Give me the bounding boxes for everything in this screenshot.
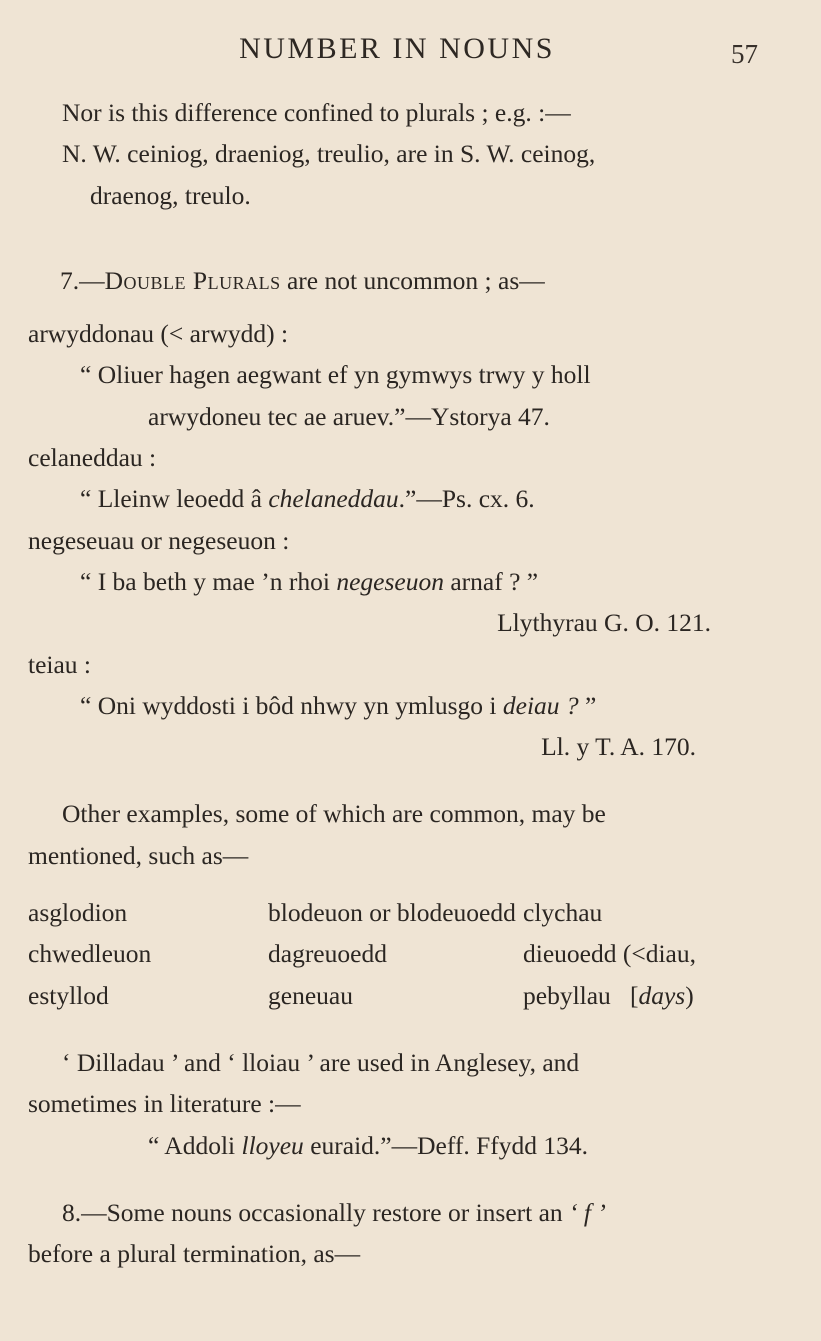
section-8-number: 8.— [62,1197,107,1227]
word-cell: clychau [523,898,603,928]
quote-italic: negeseuon [336,566,444,596]
paragraph-other-examples-line1: Other examples, some of which are common, may be [62,799,606,829]
table-row [28,933,766,974]
spacer [28,767,766,793]
entry-quote-arwyddonau-line2: arwydoneu tec ae aruev.”—Ystorya 47. [148,401,550,431]
spacer [28,216,766,260]
quote-italic: chelaneddau [268,484,399,514]
spacer [28,1166,766,1192]
paragraph-nw-line1: N. W. ceiniog, draeniog, treulio, are in S. W. ceinog, [62,139,596,169]
entry-quote-arwyddonau-line1: “ Oliuer hagen aegwant ef yn gymwys trwy y holl [80,360,591,390]
paragraph-dilladau-line2: sometimes in literature :— [28,1089,301,1119]
entry-reference-negeseuau: Llythyrau G. O. 121. [497,608,711,638]
entry-quote-teiau [28,685,766,726]
word-cell: chwedleuon [28,939,152,969]
spacer [28,301,766,313]
entry-quote-negeseuau [28,561,766,602]
spacer [28,1016,766,1042]
quote-post: ” [578,690,597,720]
table-row [28,892,766,933]
section-8-line1 [28,1192,766,1233]
quote-pre: “ Lleinw leoedd â [80,484,269,514]
quote-pre: “ Addoli [148,1130,242,1160]
word-cell: blodeuon or blodeuoedd [268,898,516,928]
entry-lemma-teiau: teiau : [28,649,92,679]
entry-reference-teiau: Ll. y T. A. 170. [541,732,696,762]
section-8-italic: ‘ f ’ [569,1197,606,1227]
quote-pre: “ I ba beth y mae ’n rhoi [80,566,337,596]
page-header [28,32,766,69]
section-8-text: Some nouns occasionally restore or insert an [106,1197,570,1227]
page-number: 57 [731,39,758,69]
table-row [28,975,766,1016]
word-cell: asglodion [28,898,128,928]
paragraph-nor: Nor is this difference confined to plurals ; e.g. :— [62,98,571,127]
quote-post: .”—Ps. cx. 6. [398,484,535,514]
word-cell: dagreuoedd [268,939,387,969]
section-8-line2: before a plural termination, as— [28,1239,361,1269]
entry-quote-celaneddau [28,478,766,519]
paragraph-dilladau-line1: ‘ Dilladau ’ and ‘ lloiau ’ are used in Anglesey, and [62,1047,580,1077]
quote-italic: deiau ? [502,690,579,720]
entry-lemma-celaneddau: celaneddau : [28,443,157,473]
section-7-rest: are not uncommon ; as— [280,265,545,295]
paragraph-dilladau-quote [28,1125,766,1166]
quote-italic: lloyeu [241,1130,304,1160]
entry-lemma-arwyddonau: arwyddonau (< arwydd) : [28,319,289,349]
paragraph-other-examples-line2: mentioned, such as— [28,840,249,870]
word-cell: geneuau [268,980,353,1010]
section-7-heading [28,260,766,301]
spacer [28,876,766,888]
gloss-bracket-open: [ [629,980,639,1010]
word-list-table [28,892,766,1016]
paragraph-nw-line2: draenog, treulo. [90,180,251,210]
word-cell-with-gloss [523,975,766,1016]
running-title: NUMBER IN NOUNS [239,32,555,65]
section-7-title: Double Plurals [104,265,281,295]
gloss-italic: days [638,980,686,1010]
word-cell: dieuoedd (<diau, [523,939,696,969]
quote-post: arnaf ? ” [443,566,539,596]
section-7-number: 7.— [60,265,105,295]
entry-lemma-negeseuau: negeseuau or negeseuon : [28,525,290,555]
word-cell-text: pebyllau [523,980,611,1010]
word-cell: estyllod [28,980,109,1010]
gloss-bracket-close: ) [685,980,694,1010]
quote-post: euraid.”—Deff. Ffydd 134. [303,1130,589,1160]
quote-pre: “ Oni wyddosti i bôd nhwy yn ymlusgo i [80,690,503,720]
